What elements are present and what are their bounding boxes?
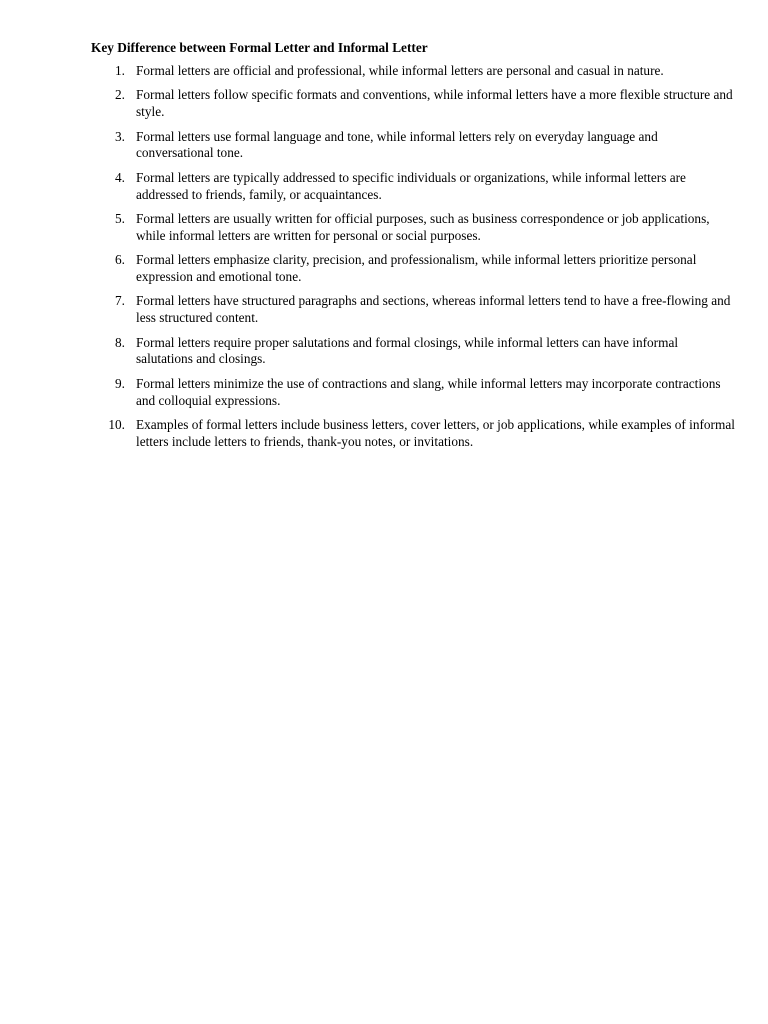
list-item-text: Formal letters follow specific formats and conventions, while informal letters have a more flexible structure and style. (136, 87, 733, 120)
list-item (0, 170, 768, 204)
document-title: Key Difference between Formal Letter and Informal Letter (91, 40, 428, 55)
list-item (0, 335, 768, 369)
list-item (0, 211, 768, 245)
list-item-text: Examples of formal letters include business letters, cover letters, or job applications, while examples of informal letters include letters to friends, thank-you notes, or invitations. (136, 416, 735, 449)
list-item-text: Formal letters are usually written for official purposes, such as business correspondence or job applications, while informal letters are written for personal or social purposes. (136, 210, 710, 243)
difference-list (0, 63, 768, 458)
list-item-text: Formal letters use formal language and tone, while informal letters rely on everyday language and conversational tone. (136, 128, 658, 161)
list-item-number: 3. (115, 128, 125, 144)
list-item (0, 293, 768, 327)
list-item (0, 252, 768, 286)
list-item (0, 63, 768, 80)
list-item-text: Formal letters require proper salutations and formal closings, while informal letters can have informal salutations and closings. (136, 334, 679, 367)
list-item (0, 129, 768, 163)
list-item-text: Formal letters are typically addressed to specific individuals or organizations, while informal letters are addressed to friends, family, or acquaintances. (136, 169, 686, 202)
list-item-text: Formal letters are official and professional, while informal letters are personal and casual in nature. (136, 63, 664, 78)
list-item-number: 8. (115, 334, 125, 350)
list-item-number: 9. (115, 375, 125, 391)
list-item-number: 1. (115, 63, 125, 78)
list-item-text: Formal letters have structured paragraphs and sections, whereas informal letters tend to have a free-flowing and less structured content. (136, 293, 731, 326)
list-item-number: 10. (108, 416, 125, 432)
list-item-number: 4. (115, 169, 125, 185)
list-item-number: 5. (115, 210, 125, 226)
list-item (0, 376, 768, 410)
list-item (0, 87, 768, 121)
list-item-number: 2. (115, 87, 125, 103)
list-item-text: Formal letters emphasize clarity, precision, and professionalism, while informal letters prioritize personal expression and emotional tone. (136, 252, 697, 284)
list-item-number: 6. (115, 252, 125, 268)
list-item-text: Formal letters minimize the use of contractions and slang, while informal letters may incorporate contractions and colloquial expressions. (136, 375, 721, 408)
list-item (0, 417, 768, 451)
list-item-number: 7. (115, 293, 125, 309)
